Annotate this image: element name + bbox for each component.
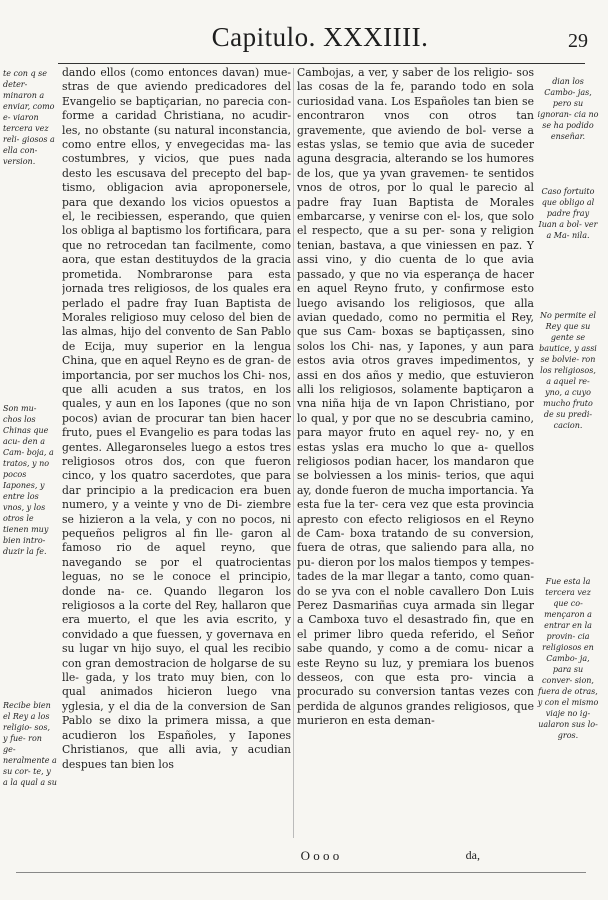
margin-note: te con q se deter- minaron a enviar, como e- viaron tercera vez reli- giosos a ella con- version. (3, 69, 55, 166)
catchword: da, (465, 848, 480, 862)
margin-note: Caso fortuito que obligo al padre fray Iuan a bol- ver a Ma- nila. (538, 187, 598, 240)
left-margin-notes (3, 68, 57, 838)
paragraph: dando ellos (como entonces davan) mue- stras de que aviendo predicadores del Evangelio se baptiçarian, no parecia con- forme a caridad Christiana, no acudir- les, no obstante (su natural inconstancia, como entre ellos, y envegecidas ma- las costumbres, y vicios, que pues nada desto les escusava del precepto del bap- tismo, obligacion avia aproponersele, para que dexando los vicios opuestos a el, le recibiessen, esperando, que quien los obliga al baptismo los fortificara, para que no retrocedan tan facilmente, como aora, que estan destituydos de la gracia prometida. Nombraronse para esta jornada tres religiosos, de los quales era perlado el padre fray Iuan Baptista de Morales religioso muy celoso del bien de las almas, hijo del convento de San Pablo de Ecija, muy superior en la lengua China, que en aquel Reyno es de gran- de importancia, por ser muchos los Chi- nos, que alli acuden a sus tratos, en los quales, y aun en los Iapones (que no son pocos) avian de procurar tan bien hacer fruto, pues el Evangelio es para todas las gentes. Allegaronseles luego a estos tres religiosos otros dos, con que fueron cinco, y los quatro sacerdotes, que para dar principio a la predicacion era buen numero, y a veinte y vno de Di- ziembre se hizieron a la vela, y con no pocos, ni pequeños peligros al fin lle- garon al famoso rio de aquel reyno, que navegando se por el quatrocientas leguas, no se le conoce el principio, donde na- ce. Quando llegaron los religiosos a la corte del Rey, hallaron que era muerto, el que les avia escrito, y convidado a que fuessen, y governava en su lugar vn hijo suyo, el qual les recibio con gran demostracion de holgarse de su lle- gada, y los trato muy bien, con lo qual animados hicieron luego vna yglesia, y el dia de la conversion de San Pablo se dixo la primera missa, a que acudieron los Españoles, y Iapones Christianos, que alli avia, y acudian despues tan bien los (62, 66, 291, 771)
margin-note: Recibe bien el Rey a los religio- sos, y fue- ron ge- neralmente a su cor- te, y a la qual a su (3, 701, 57, 787)
margin-note: Son mu- chos los Chinas que acu- den a Cam- boja, a tratos, y no pocos Iapones, y entre los vnos, y los otros le tienen muy bien intro- duzir la fe. (3, 404, 54, 556)
right-margin-notes (537, 68, 599, 838)
column-gutter (293, 68, 294, 838)
text-column-left (62, 66, 291, 842)
chapter-title: Capitulo. XXXIIII. (211, 22, 429, 52)
margin-note: dian los Cambo- jas, pero su ignoran- cia no se ha podido enseñar. (537, 77, 599, 141)
signature-mark: O o o o (300, 848, 340, 863)
folio-number: 29 (568, 30, 588, 52)
text-column-right (297, 66, 534, 842)
footer-rule (16, 872, 586, 873)
paragraph: Cambojas, a ver, y saber de los religio- sos las cosas de la fe, parando todo en sola curiosidad vana. Los Españoles tan bien se encontraron vnos con otros tan gravemente, que aviendo de bol- verse a estas yslas, se temio que avia de suceder aguna desgracia, alterando se los humores de los, que ya yvan gravemen- te sentidos vnos de otros, por lo qual le parecio al padre fray Iuan Baptista de Morales embarcarse, y venirse con el- los, que solo el respecto, que a su per- sona y religion tenian, bastava, a que viniessen en paz. Y assi vino, y dio cuenta de lo que avia passado, y que no via esperança de hacer en aquel Reyno fruto, y confirmose esto luego avisando los religiosos, que alla avian quedado, como no permitia el Rey, que sus Cam- boxas se baptiçassen, sino solos los Chi- nas, y Iapones, y aun para estos avia otros graves impedimentos, y assi en dos años y medio, que estuvieron alli los religiosos, solamente baptiçaron a vna niña hija de vn Iapon Christiano, por lo qual, y por que no se descubria camino, para mayor fruto en aquel rey- no, y en estas yslas era mucho lo que a- quellos religiosos podian hacer, los mandaron que se bolviessen a los minis- terios, que aqui ay, donde fueron de mucha importancia. Ya esta fue la ter- cera vez que esta provincia apresto con efecto religiosos en el Reyno de Cam- boxa tratando de su conversion, fuera de otras, que saliendo para alla, no pu- dieron por los malos tiempos y tempes- tades de la mar llegar a tanto, como quan- do se yva con el noble cavallero Don Luis Perez Dasmariñas cuya armada sin llegar a Camboxa tuvo el desastrado fin, que en el primer libro queda referido, el Señor sabe quando, y como a de comu- nicar a este Reyno su luz, y premiara los buenos desseos, con que esta pro- vincia a procurado su conversion tantas vezes con perdida de algunos grandes religiosos, que murieron en esta deman- (297, 66, 534, 728)
margin-note: Fue esta la tercera vez que co- mençaron a entrar en la provin- cia religiosos en Cambo- ja, para su conver- sion, fuera de otras, y con el mismo viaje no ig- ualaron sus lo- gros. (537, 577, 599, 740)
page-header (0, 22, 608, 62)
header-rule (58, 63, 585, 64)
margin-note: No permite el Rey que su gente se bautice, y assi se bolvie- ron los religiosos, a aquel re- yno, a cuyo mucho fruto de su predi- cacion. (539, 311, 597, 430)
page-footer (0, 848, 608, 870)
